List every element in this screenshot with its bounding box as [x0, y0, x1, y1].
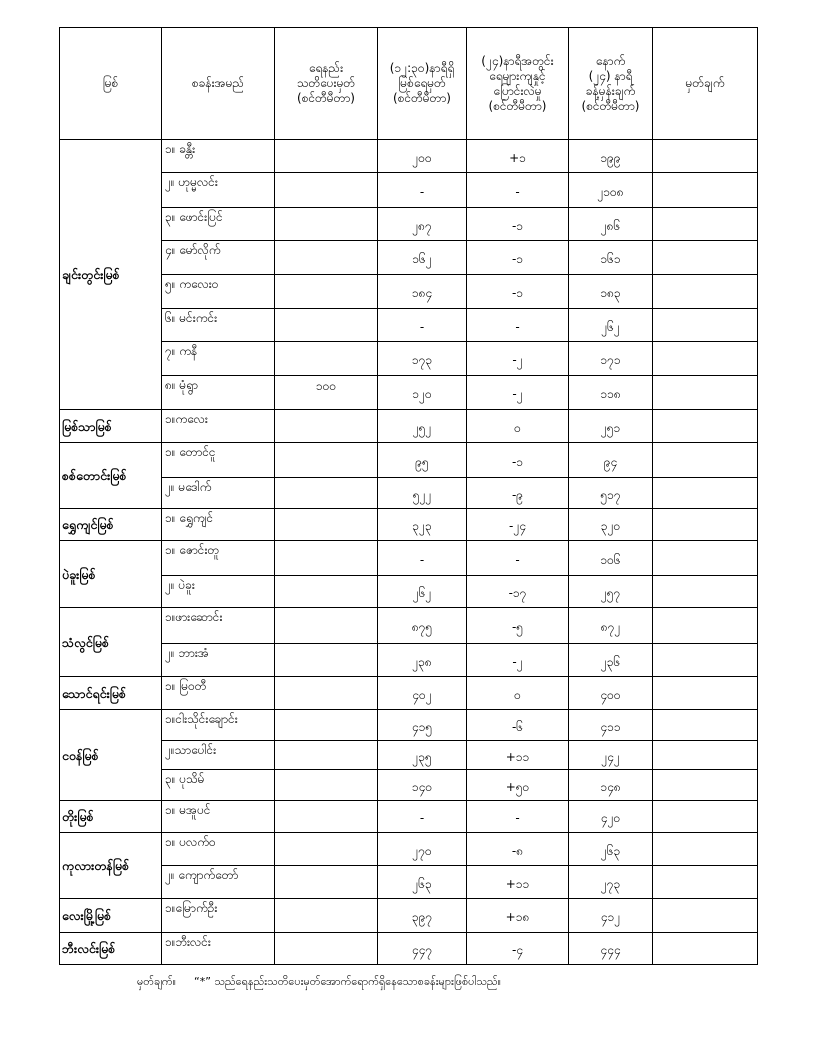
remark-cell	[653, 576, 758, 608]
remark-cell	[653, 410, 758, 443]
river-name-cell: တိုးမြစ်	[60, 801, 162, 833]
forecast-cell: ၁၈၃	[569, 275, 653, 309]
change-cell: -၅	[467, 608, 569, 644]
remark-cell	[653, 173, 758, 208]
change-cell: +၁၁	[467, 866, 569, 899]
station-name-cell: ၁။ငါးသိုင်းချောင်း	[162, 710, 275, 741]
table-row	[60, 644, 758, 677]
table-row	[60, 478, 758, 509]
station-name-cell: ၁။ မအူပင်	[162, 801, 275, 833]
table-row	[60, 309, 758, 342]
warning-level-cell	[275, 741, 378, 770]
water-level-cell: ၂၃၅	[378, 741, 467, 770]
station-name-cell: ၁။ ခန္တီး	[162, 140, 275, 173]
header-warning-level: ရေနည်း သတိပေးမှတ် (စင်တီမီတာ)	[275, 28, 378, 140]
change-cell: -	[467, 541, 569, 576]
station-name-cell: ၃။ ဖောင်းပြင်	[162, 208, 275, 241]
remark-cell	[653, 866, 758, 899]
station-name-cell: ၁။ မြဝတီ	[162, 677, 275, 710]
warning-level-cell	[275, 275, 378, 309]
forecast-cell: ၅၁၇	[569, 478, 653, 509]
header-station: စခန်းအမည်	[162, 28, 275, 140]
river-name-cell: ရွှေကျင်မြစ်	[60, 509, 162, 541]
water-level-cell: -	[378, 541, 467, 576]
water-level-cell: ၄၄၇	[378, 933, 467, 965]
water-level-cell: ၁၈၄	[378, 275, 467, 309]
forecast-cell: ၂၁၀၈	[569, 173, 653, 208]
river-name-cell: သံလွင်မြစ်	[60, 608, 162, 677]
warning-level-cell	[275, 478, 378, 509]
station-name-cell: ၃။ ပုသိမ်	[162, 770, 275, 801]
water-level-table	[59, 27, 758, 965]
remark-cell	[653, 342, 758, 376]
table-row	[60, 410, 758, 443]
warning-level-cell	[275, 933, 378, 965]
table-row	[60, 241, 758, 275]
warning-level-cell	[275, 140, 378, 173]
water-level-cell: ၂၇၀	[378, 833, 467, 866]
warning-level-cell	[275, 309, 378, 342]
river-name-cell: ပဲခူးမြစ်	[60, 541, 162, 608]
change-cell: -၁	[467, 275, 569, 309]
change-cell: +၁၁	[467, 741, 569, 770]
forecast-cell: ၂၈၆	[569, 208, 653, 241]
river-name-cell: လေးမြို့မြစ်	[60, 899, 162, 933]
change-cell: -၁	[467, 443, 569, 478]
forecast-cell: ၂၇၃	[569, 866, 653, 899]
river-name-cell: မြစ်သာမြစ်	[60, 410, 162, 443]
header-forecast: နောက် (၂၄) နာရီ ခန့်မှန်းချက် (စင်တီမီတာ)	[569, 28, 653, 140]
remark-cell	[653, 899, 758, 933]
remark-cell	[653, 933, 758, 965]
remark-cell	[653, 677, 758, 710]
forecast-cell: ၄၁၂	[569, 899, 653, 933]
water-level-cell: ၃၉၇	[378, 899, 467, 933]
water-level-cell: ၁၇၃	[378, 342, 467, 376]
water-level-cell: ၂၆၂	[378, 576, 467, 608]
warning-level-cell	[275, 576, 378, 608]
change-cell: -၂	[467, 376, 569, 410]
forecast-cell: ၃၂၀	[569, 509, 653, 541]
water-level-cell: ၁၆၂	[378, 241, 467, 275]
change-cell: -၁	[467, 208, 569, 241]
change-cell: +၁၈	[467, 899, 569, 933]
table-row	[60, 509, 758, 541]
station-name-cell: ၂။ မဒေါက်	[162, 478, 275, 509]
table-row	[60, 801, 758, 833]
river-name-cell: ကုလားတန်မြစ်	[60, 833, 162, 899]
water-level-cell: -	[378, 801, 467, 833]
table-row	[60, 677, 758, 710]
header-remarks: မှတ်ချက်	[653, 28, 758, 140]
water-level-cell: -	[378, 309, 467, 342]
change-cell: ၀	[467, 677, 569, 710]
table-row	[60, 866, 758, 899]
station-name-cell: ၂။ ပဲခူး	[162, 576, 275, 608]
change-cell: -၂၄	[467, 509, 569, 541]
warning-level-cell	[275, 866, 378, 899]
station-name-cell: ၈။ မုံရွာ	[162, 376, 275, 410]
table-row	[60, 173, 758, 208]
warning-level-cell	[275, 173, 378, 208]
forecast-cell: ၁၆၁	[569, 241, 653, 275]
warning-level-cell	[275, 241, 378, 275]
change-cell: -	[467, 309, 569, 342]
warning-level-cell	[275, 710, 378, 741]
forecast-cell: ၂၃၆	[569, 644, 653, 677]
warning-level-cell: ၁၀၀	[275, 376, 378, 410]
table-row	[60, 342, 758, 376]
table-row	[60, 443, 758, 478]
station-name-cell: ၁။ တောင်ငူ	[162, 443, 275, 478]
change-cell: -၂	[467, 644, 569, 677]
table-row	[60, 770, 758, 801]
station-name-cell: ၂။ ဟုမ္မလင်း	[162, 173, 275, 208]
change-cell: -၆	[467, 710, 569, 741]
water-level-cell: ၂၈၇	[378, 208, 467, 241]
remark-cell	[653, 833, 758, 866]
remark-cell	[653, 741, 758, 770]
forecast-cell: ၁၇၁	[569, 342, 653, 376]
station-name-cell: ၂။ ဘားအံ	[162, 644, 275, 677]
change-cell: -၉	[467, 478, 569, 509]
station-name-cell: ၁။ ဇောင်းတူ	[162, 541, 275, 576]
forecast-cell: ၄၂၀	[569, 801, 653, 833]
change-cell: +၁	[467, 140, 569, 173]
water-level-cell: ၄၀၂	[378, 677, 467, 710]
warning-level-cell	[275, 208, 378, 241]
table-row	[60, 140, 758, 173]
footnote	[137, 975, 501, 991]
table-row	[60, 741, 758, 770]
remark-cell	[653, 241, 758, 275]
forecast-cell: ၁၀၆	[569, 541, 653, 576]
change-cell: ၀	[467, 410, 569, 443]
warning-level-cell	[275, 801, 378, 833]
change-cell: -၁၇	[467, 576, 569, 608]
warning-level-cell	[275, 677, 378, 710]
river-name-cell: ချင်းတွင်းမြစ်	[60, 140, 162, 410]
change-cell: -၄	[467, 933, 569, 965]
warning-level-cell	[275, 342, 378, 376]
change-cell: -၈	[467, 833, 569, 866]
forecast-cell: ၄၄၄	[569, 933, 653, 965]
warning-level-cell	[275, 833, 378, 866]
table-row	[60, 833, 758, 866]
river-name-cell: ဘီးလင်းမြစ်	[60, 933, 162, 965]
change-cell: -	[467, 801, 569, 833]
change-cell: -၁	[467, 241, 569, 275]
warning-level-cell	[275, 410, 378, 443]
warning-level-cell	[275, 541, 378, 576]
station-name-cell: ၂။ ကျောက်တော်	[162, 866, 275, 899]
remark-cell	[653, 541, 758, 576]
station-name-cell: ၅။ ကလေးဝ	[162, 275, 275, 309]
station-name-cell: ၇။ ကနီ	[162, 342, 275, 376]
forecast-cell: ၂၅၁	[569, 410, 653, 443]
water-level-cell: ၁၄၀	[378, 770, 467, 801]
table-row	[60, 275, 758, 309]
remark-cell	[653, 309, 758, 342]
forecast-cell: ၂၆၃	[569, 833, 653, 866]
header-24h-change: (၂၄)နာရီအတွင်း ရေများကျနှုင့် ပြောင်းလဲမှု (စင်တီမီတာ)	[467, 28, 569, 140]
forecast-cell: ၈၇၂	[569, 608, 653, 644]
header-current-level: (၁၂:၃၀)နာရီရှိ မြစ်ရေမှတ် (စင်တီမီတာ)	[378, 28, 467, 140]
table-body	[60, 140, 758, 965]
warning-level-cell	[275, 770, 378, 801]
remark-cell	[653, 443, 758, 478]
table-row	[60, 208, 758, 241]
remark-cell	[653, 801, 758, 833]
remark-cell	[653, 208, 758, 241]
forecast-cell: ၄၀၀	[569, 677, 653, 710]
table-row	[60, 376, 758, 410]
station-name-cell: ၁။ ရွှေကျင်	[162, 509, 275, 541]
remark-cell	[653, 710, 758, 741]
water-level-cell: ၃၂၃	[378, 509, 467, 541]
water-level-cell: ၁၂၀	[378, 376, 467, 410]
remark-cell	[653, 608, 758, 644]
change-cell: -၂	[467, 342, 569, 376]
station-name-cell: ၁။ဖားဆောင်း	[162, 608, 275, 644]
station-name-cell: ၄။ မော်လိုက်	[162, 241, 275, 275]
river-name-cell: သောင်ရင်းမြစ်	[60, 677, 162, 710]
water-level-cell: ၈၇၅	[378, 608, 467, 644]
remark-cell	[653, 140, 758, 173]
header-row	[60, 28, 758, 140]
river-level-document	[59, 27, 758, 965]
forecast-cell: ၂၅၇	[569, 576, 653, 608]
water-level-cell: ၂၀၀	[378, 140, 467, 173]
warning-level-cell	[275, 644, 378, 677]
change-cell: +၅၀	[467, 770, 569, 801]
remark-cell	[653, 509, 758, 541]
warning-level-cell	[275, 443, 378, 478]
station-name-cell: ၁။ဘီးလင်း	[162, 933, 275, 965]
forecast-cell: ၄၁၁	[569, 710, 653, 741]
station-name-cell: ၂။သာပေါင်း	[162, 741, 275, 770]
forecast-cell: ၉၄	[569, 443, 653, 478]
footnote-text: “*” သည်ရေနည်းသတိပေးမှတ်အောက်ရောက်ရှိနေသောစခန်းများဖြစ်ပါသည်။	[194, 975, 501, 988]
water-level-cell: ၉၅	[378, 443, 467, 478]
station-name-cell: ၆။ မင်းကင်း	[162, 309, 275, 342]
water-level-cell: ၅၂၂	[378, 478, 467, 509]
table-row	[60, 541, 758, 576]
station-name-cell: ၁။ကလေး	[162, 410, 275, 443]
warning-level-cell	[275, 608, 378, 644]
footnote-label: မှတ်ချက်။	[137, 975, 177, 988]
forecast-cell: ၁၉၉	[569, 140, 653, 173]
water-level-cell: ၄၁၅	[378, 710, 467, 741]
change-cell: -	[467, 173, 569, 208]
water-level-cell: ၂၆၃	[378, 866, 467, 899]
warning-level-cell	[275, 899, 378, 933]
river-name-cell: စစ်တောင်းမြစ်	[60, 443, 162, 509]
remark-cell	[653, 376, 758, 410]
remark-cell	[653, 770, 758, 801]
remark-cell	[653, 478, 758, 509]
forecast-cell: ၂၆၂	[569, 309, 653, 342]
river-name-cell: ငဝန်မြစ်	[60, 710, 162, 801]
water-level-cell: ၂၃၈	[378, 644, 467, 677]
remark-cell	[653, 644, 758, 677]
station-name-cell: ၁။ ပလက်ဝ	[162, 833, 275, 866]
table-row	[60, 576, 758, 608]
water-level-cell: -	[378, 173, 467, 208]
water-level-cell: ၂၅၂	[378, 410, 467, 443]
table-row	[60, 933, 758, 965]
forecast-cell: ၁၄၈	[569, 770, 653, 801]
table-row	[60, 899, 758, 933]
forecast-cell: ၁၁၈	[569, 376, 653, 410]
table-row	[60, 710, 758, 741]
table-row	[60, 608, 758, 644]
header-river: မြစ်	[60, 28, 162, 140]
remark-cell	[653, 275, 758, 309]
warning-level-cell	[275, 509, 378, 541]
forecast-cell: ၂၄၂	[569, 741, 653, 770]
station-name-cell: ၁။မြောက်ဦး	[162, 899, 275, 933]
